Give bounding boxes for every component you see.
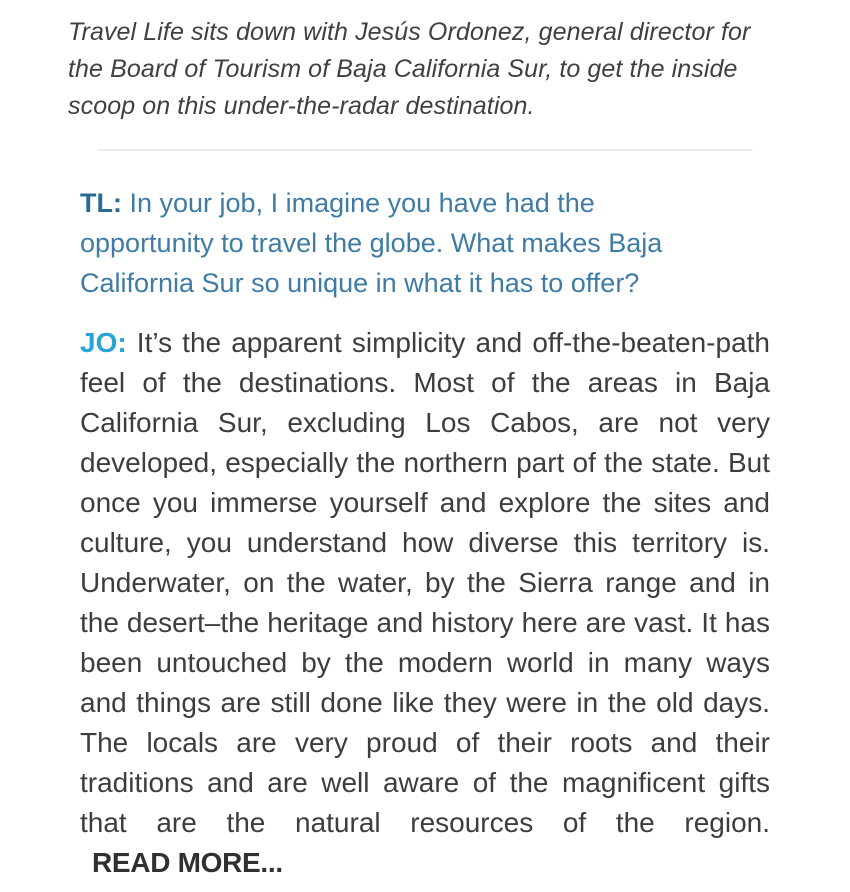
question-text: In your job, I imagine you have had the opportunity to travel the globe. What makes Baja California Sur so unique in what it has to offer? xyxy=(80,188,663,298)
interview-answer xyxy=(80,323,770,883)
speaker-label-jo: JO: xyxy=(80,327,127,358)
interview-question xyxy=(80,183,735,303)
section-divider xyxy=(97,149,753,151)
answer-text: It’s the apparent simplicity and off-the-beaten-path feel of the destinations. Most of the areas in Baja California Sur, excluding Los Cabos, are not very developed, especially the northern part of the state. But once you immerse yourself and explore the sites and culture, you understand how diverse this territory is. Underwater, on the water, by the Sierra range and in the desert–the heritage and history here are vast. It has been untouched by the modern world in many ways and things are still done like they were in the old days. The locals are very proud of their roots and their traditions and are well aware of the magnificent gifts that are the natural resources of the region. xyxy=(80,327,770,838)
speaker-label-tl: TL: xyxy=(80,188,122,218)
magazine-page xyxy=(0,14,850,892)
read-more-link[interactable]: READ MORE... xyxy=(92,847,283,878)
intro-paragraph: Travel Life sits down with Jesús Ordonez, general director for the Board of Tourism of Baja California Sur, to get the inside scoop on this under-the-radar destination. xyxy=(68,18,751,120)
